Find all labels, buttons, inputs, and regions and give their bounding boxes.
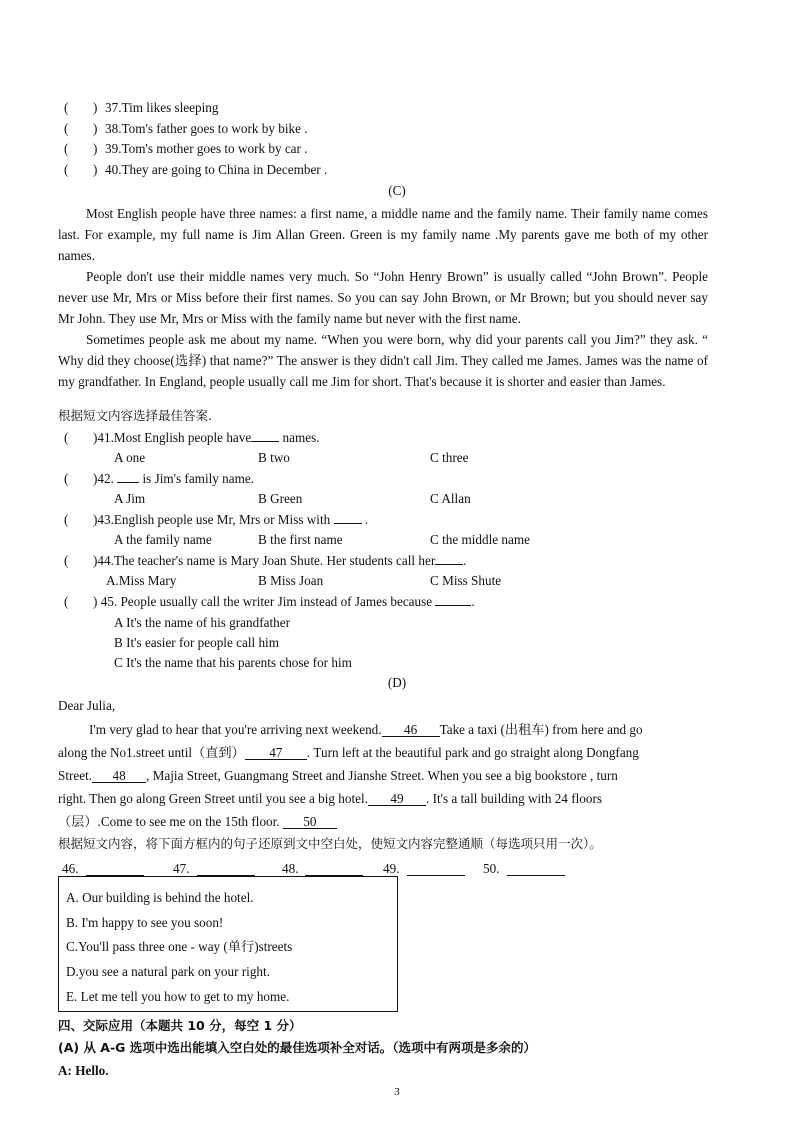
- letter-greeting: Dear Julia,: [58, 698, 116, 713]
- question-text: )42. is Jim's family name.: [93, 471, 255, 486]
- answer-blank[interactable]: 46: [382, 723, 440, 737]
- option-b[interactable]: B It's easier for people call him: [114, 635, 279, 650]
- page-number: 3: [394, 1086, 400, 1098]
- answer-blank[interactable]: [86, 862, 144, 876]
- answer-label: 46.: [62, 861, 79, 876]
- answer-paren-close: ): [93, 141, 98, 156]
- option-c[interactable]: C It's the name that his parents chose for him: [114, 655, 352, 670]
- option-c[interactable]: C three: [430, 450, 469, 465]
- answer-paren-close: ): [93, 121, 98, 136]
- letter-line: Street. 48 , Majia Street, Guangmang Street and Jianshe Street. When you see a big bookstore , turn: [58, 768, 618, 783]
- answer-blank[interactable]: [117, 482, 139, 483]
- tf-item-text: 38.Tom's father goes to work by bike .: [105, 121, 308, 136]
- box-option-c: C.You'll pass three one - way (单行)streets: [66, 939, 293, 954]
- question-text: )43.English people use Mr, Mrs or Miss with .: [93, 512, 369, 527]
- passage-c-paragraph-3: Sometimes people ask me about my name. “When you were born, why did your parents call you Jim?” they ask. “ Why did they choose(选择) that name?” The answer is they didn't call Jim. They called me James. James was the name of my grandfather. In England, people usually call me Jim for short. That's because it is shorter and easier than James.: [58, 332, 708, 389]
- answer-paren-open: (: [64, 594, 69, 609]
- option-b[interactable]: B Green: [258, 491, 303, 506]
- answer-paren-close: ): [93, 162, 98, 177]
- section-c-heading: (C): [388, 183, 406, 198]
- option-c[interactable]: C the middle name: [430, 532, 530, 547]
- letter-line: right. Then go along Green Street until you see a big hotel. 49 . It's a tall building with 24 floors: [58, 791, 602, 806]
- option-b[interactable]: B Miss Joan: [258, 573, 324, 588]
- sentence-options-box: [58, 876, 398, 1012]
- answer-blank[interactable]: [435, 605, 471, 606]
- question-text: )41.Most English people have names.: [93, 430, 320, 445]
- tf-item-text: 39.Tom's mother goes to work by car .: [105, 141, 308, 156]
- answer-blank[interactable]: 49: [368, 792, 426, 806]
- option-a[interactable]: A the family name: [114, 532, 212, 547]
- answer-blank[interactable]: 47: [245, 746, 307, 760]
- option-a[interactable]: A.Miss Mary: [106, 573, 177, 588]
- option-a[interactable]: A Jim: [114, 491, 146, 506]
- option-a[interactable]: A one: [114, 450, 146, 465]
- answer-blank[interactable]: 50: [283, 815, 337, 829]
- question-text: )44.The teacher's name is Mary Joan Shute. Her students call her .: [93, 553, 467, 568]
- answer-paren-open: (: [64, 512, 69, 527]
- answer-label: 48.: [282, 861, 299, 876]
- question-text: ) 45. People usually call the writer Jim instead of James because .: [93, 594, 475, 609]
- passage-c-paragraph-1: Most English people have three names: a first name, a middle name and the family name. Their family name comes last. For example, my full name is Jim Allan Green. Green is my family name .My parents gave me both of my other names.: [58, 206, 708, 263]
- section-4a-instruction: (A) 从 A-G 选项中选出能填入空白处的最佳选项补全对话。（选项中有两项是多余的）: [58, 1040, 537, 1055]
- answer-paren-open: (: [64, 162, 69, 177]
- answer-label: 49.: [383, 861, 400, 876]
- tf-item-text: 37.Tim likes sleeping: [105, 100, 219, 115]
- answer-blank[interactable]: [435, 564, 463, 565]
- answer-blank[interactable]: [334, 523, 362, 524]
- answer-label: 50.: [483, 861, 500, 876]
- answer-paren-open: (: [64, 121, 69, 136]
- answer-paren-open: (: [64, 430, 69, 445]
- answer-blank[interactable]: [305, 862, 363, 876]
- answer-paren-open: (: [64, 471, 69, 486]
- answer-label: 47.: [173, 861, 190, 876]
- answer-blank[interactable]: [407, 862, 465, 876]
- instruction-c: 根据短文内容选择最佳答案.: [58, 408, 212, 423]
- box-option-d: D.you see a natural park on your right.: [66, 964, 270, 979]
- option-c[interactable]: C Allan: [430, 491, 471, 506]
- box-option-a: A. Our building is behind the hotel.: [66, 890, 254, 905]
- dialog-line: A: Hello.: [58, 1063, 109, 1078]
- box-option-b: B. I'm happy to see you soon!: [66, 915, 224, 930]
- option-b[interactable]: B the first name: [258, 532, 343, 547]
- tf-item-text: 40.They are going to China in December .: [105, 162, 328, 177]
- answer-paren-close: ): [93, 100, 98, 115]
- section-4-heading: 四、交际应用（本题共 10 分，每空 1 分）: [58, 1018, 302, 1033]
- box-option-e: E. Let me tell you how to get to my home.: [66, 989, 290, 1004]
- passage-c-paragraph-2: People don't use their middle names very much. So “John Henry Brown” is usually called “John Brown”. People never use Mr, Mrs or Miss before their first names. So you can say John Brown, or Mr Brown; but you should never say Mr John. They use Mr, Mrs or Miss with the family name but never with the first name.: [58, 269, 708, 326]
- option-a[interactable]: A It's the name of his grandfather: [114, 615, 290, 630]
- letter-line: I'm very glad to hear that you're arriving next weekend. 46 Take a taxi (出租车) from here and go: [89, 722, 643, 737]
- section-d-heading: (D): [387, 675, 407, 690]
- instruction-d: 根据短文内容，将下面方框内的句子还原到文中空白处，使短文内容完整通顺（每选项只用一次）。: [58, 836, 602, 851]
- answer-blank[interactable]: [197, 862, 255, 876]
- answer-paren-open: (: [64, 553, 69, 568]
- letter-line: along the No1.street until（直到） 47 . Turn left at the beautiful park and go straight along Dongfang: [58, 745, 639, 760]
- answer-paren-open: (: [64, 100, 69, 115]
- option-c[interactable]: C Miss Shute: [430, 573, 502, 588]
- option-b[interactable]: B two: [258, 450, 290, 465]
- answer-blank[interactable]: [507, 862, 565, 876]
- answer-blank[interactable]: [251, 441, 279, 442]
- letter-line: （层）.Come to see me on the 15th floor. 50: [58, 815, 337, 829]
- answer-blank[interactable]: 48: [92, 769, 146, 783]
- answer-paren-open: (: [64, 141, 69, 156]
